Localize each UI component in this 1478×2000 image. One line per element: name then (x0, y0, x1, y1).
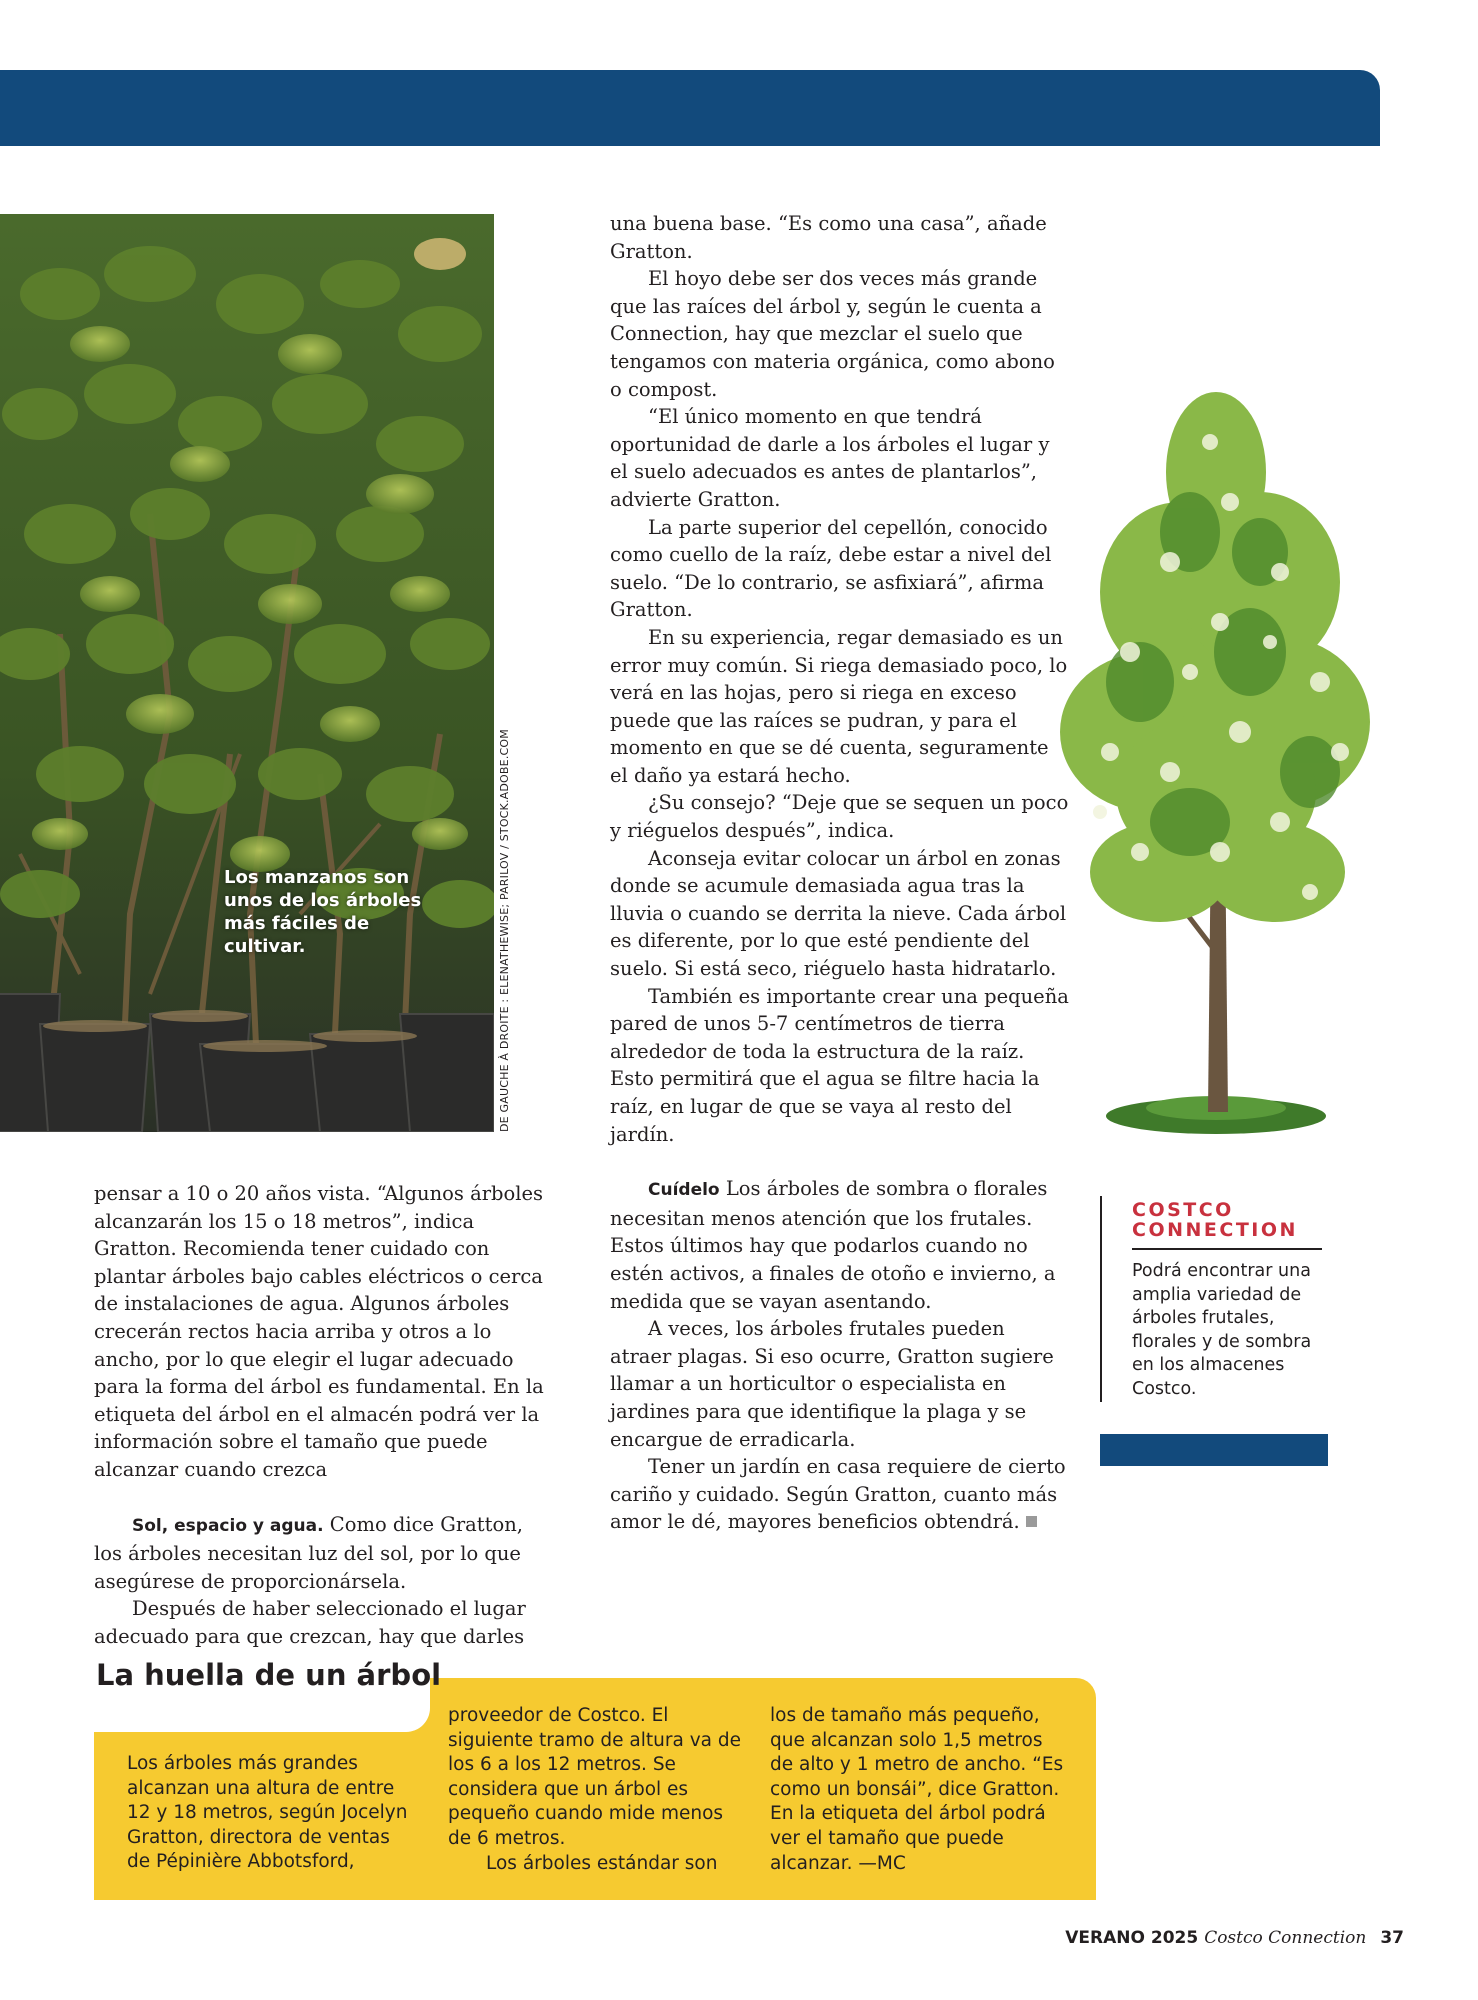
sidebar-text: Podrá encontrar una amplia variedad de árboles frutales, florales y de sombra en los almacenes Costco. (1132, 1261, 1312, 1399)
paragraph: pensar a 10 o 20 años vista. “Algunos árboles alcanzarán los 15 o 18 metros”, indica Gratton. Recomienda tener cuidado con plantar árboles bajo cables eléctricos o cerca de instalaciones de agua. Algunos árboles crecerán rectos hacia arriba y otros a lo ancho, por lo que elegir el lugar adecuado para la forma del árbol es fundamental. En la etiqueta del árbol en el almacén podrá ver la información sobre el tamaño que puede alcanzar cuando crezca (94, 1182, 544, 1481)
info-box (94, 1658, 1096, 1900)
photo-caption: Los manzanos son unos de los árboles más fáciles de cultivar. (224, 867, 422, 957)
tree-illustration (1040, 352, 1380, 1142)
footer-season: VERANO 2025 (1065, 1928, 1199, 1948)
paragraph: La parte superior del cepellón, conocido como cuello de la raíz, debe estar a nivel del suelo. “De lo contrario, se asfixiará”, afirma Gratton. (610, 515, 1052, 622)
paragraph: Después de haber seleccionado el lugar adecuado para que crezcan, hay que darles (94, 1597, 526, 1648)
article-column-2 (610, 210, 1072, 1536)
paragraph: Como dice Gratton, los árboles necesitan luz del sol, por lo que asegúrese de proporcionársela. (94, 1512, 523, 1593)
apple-trees-photo (0, 214, 494, 1132)
paragraph: Tener un jardín en casa requiere de cierto cariño y cuidado. Según Gratton, cuanto más amor le dé, mayores beneficios obtendrá. (610, 1455, 1066, 1534)
paragraph: A veces, los árboles frutales pueden atraer plagas. Si eso ocurre, Gratton sugiere llamar a un horticultor o especialista en jardines para que identifique la plaga y se encargue de erradicarla. (610, 1317, 1054, 1451)
paragraph: Aconseja evitar colocar un árbol en zonas donde se acumule demasiada agua tras la lluvia o cuando se derrita la nieve. Cada árbol es diferente, por lo que esté pendiente del suelo. Si está seco, riéguelo hasta hidratarlo. (610, 846, 1067, 981)
end-mark-icon (1026, 1516, 1037, 1527)
page-number: 37 (1380, 1928, 1404, 1948)
paragraph: “El único momento en que tendrá oportunidad de darle a los árboles el lugar y el suelo adecuados es antes de plantarlos”, advierte Gratton. (610, 405, 1050, 511)
footer-magazine: Costco Connection (1204, 1928, 1367, 1948)
paragraph: Los árboles más grandes alcanzan una altura de entre 12 y 18 metros, según Jocelyn Gratton, directora de ventas de Pépinière Abbotsford, (127, 1753, 408, 1873)
paragraph: El hoyo debe ser dos veces más grande que las raíces del árbol y, según le cuenta a Connection, hay que mezclar el suelo que tengamos con materia orgánica, como abono o compost. (610, 267, 1055, 401)
paragraph: los de tamaño más pequeño, que alcanzan solo 1,5 metros de alto y 1 metro de ancho. “Es como un bonsái”, dice Gratton. En la etiqueta del árbol podrá ver el tamaño que puede alcanzar. —MC (770, 1705, 1064, 1874)
info-box-column-3 (770, 1704, 1070, 1876)
info-box-column-1 (127, 1752, 417, 1875)
apple-trees-illustration (0, 214, 494, 1132)
paragraph: También es importante crear una pequeña pared de unos 5-7 centímetros de tierra alrededor de toda la estructura de la raíz. Esto permitirá que el agua se filtre hacia la raíz, en lugar de que se vaya al resto del jardín. (610, 984, 1069, 1146)
costco-connection-sidebar (1100, 1196, 1368, 1402)
info-box-title-tab (94, 1654, 442, 1732)
paragraph: una buena base. “Es como una casa”, añade Gratton. (610, 212, 1047, 263)
page-footer (1065, 1928, 1404, 1948)
info-box-column-2 (448, 1704, 748, 1876)
sidebar-bar (1100, 1434, 1328, 1466)
paragraph: proveedor de Costco. El siguiente tramo de altura va de los 6 a los 12 metros. Se considera que un árbol es pequeño cuando mide menos de 6 metros. (448, 1705, 742, 1849)
paragraph: ¿Su consejo? “Deje que se sequen un poco y riéguelos después”, indica. (610, 791, 1069, 843)
paragraph: Los árboles de sombra o florales necesitan menos atención que los frutales. Estos últimos hay que podarlos cuando no estén activos, a finales de otoño e invierno, a medida que se vayan asentando. (610, 1177, 1056, 1313)
subhead-sol-espacio-agua: Sol, espacio y agua. (132, 1515, 324, 1536)
paragraph: Los árboles estándar son (486, 1852, 718, 1874)
paragraph: En su experiencia, regar demasiado es un error muy común. Si riega demasiado poco, lo verá en las hojas, pero si riega en exceso puede que las raíces se pudran, y para el momento en que se dé cuenta, seguramente el daño ya estará hecho. (610, 625, 1068, 787)
info-box-title: La huella de un árbol (96, 1658, 442, 1692)
photo-credit: DE GAUCHE À DROITE : ELENATHEWISE; PARILOV / STOCK.ADOBE.COM (498, 729, 511, 1132)
article-column-1 (94, 1180, 554, 1651)
sidebar-title: COSTCO CONNECTION (1132, 1200, 1322, 1250)
header-banner (0, 70, 1380, 146)
subhead-cuidelo: Cuídelo (648, 1180, 720, 1201)
